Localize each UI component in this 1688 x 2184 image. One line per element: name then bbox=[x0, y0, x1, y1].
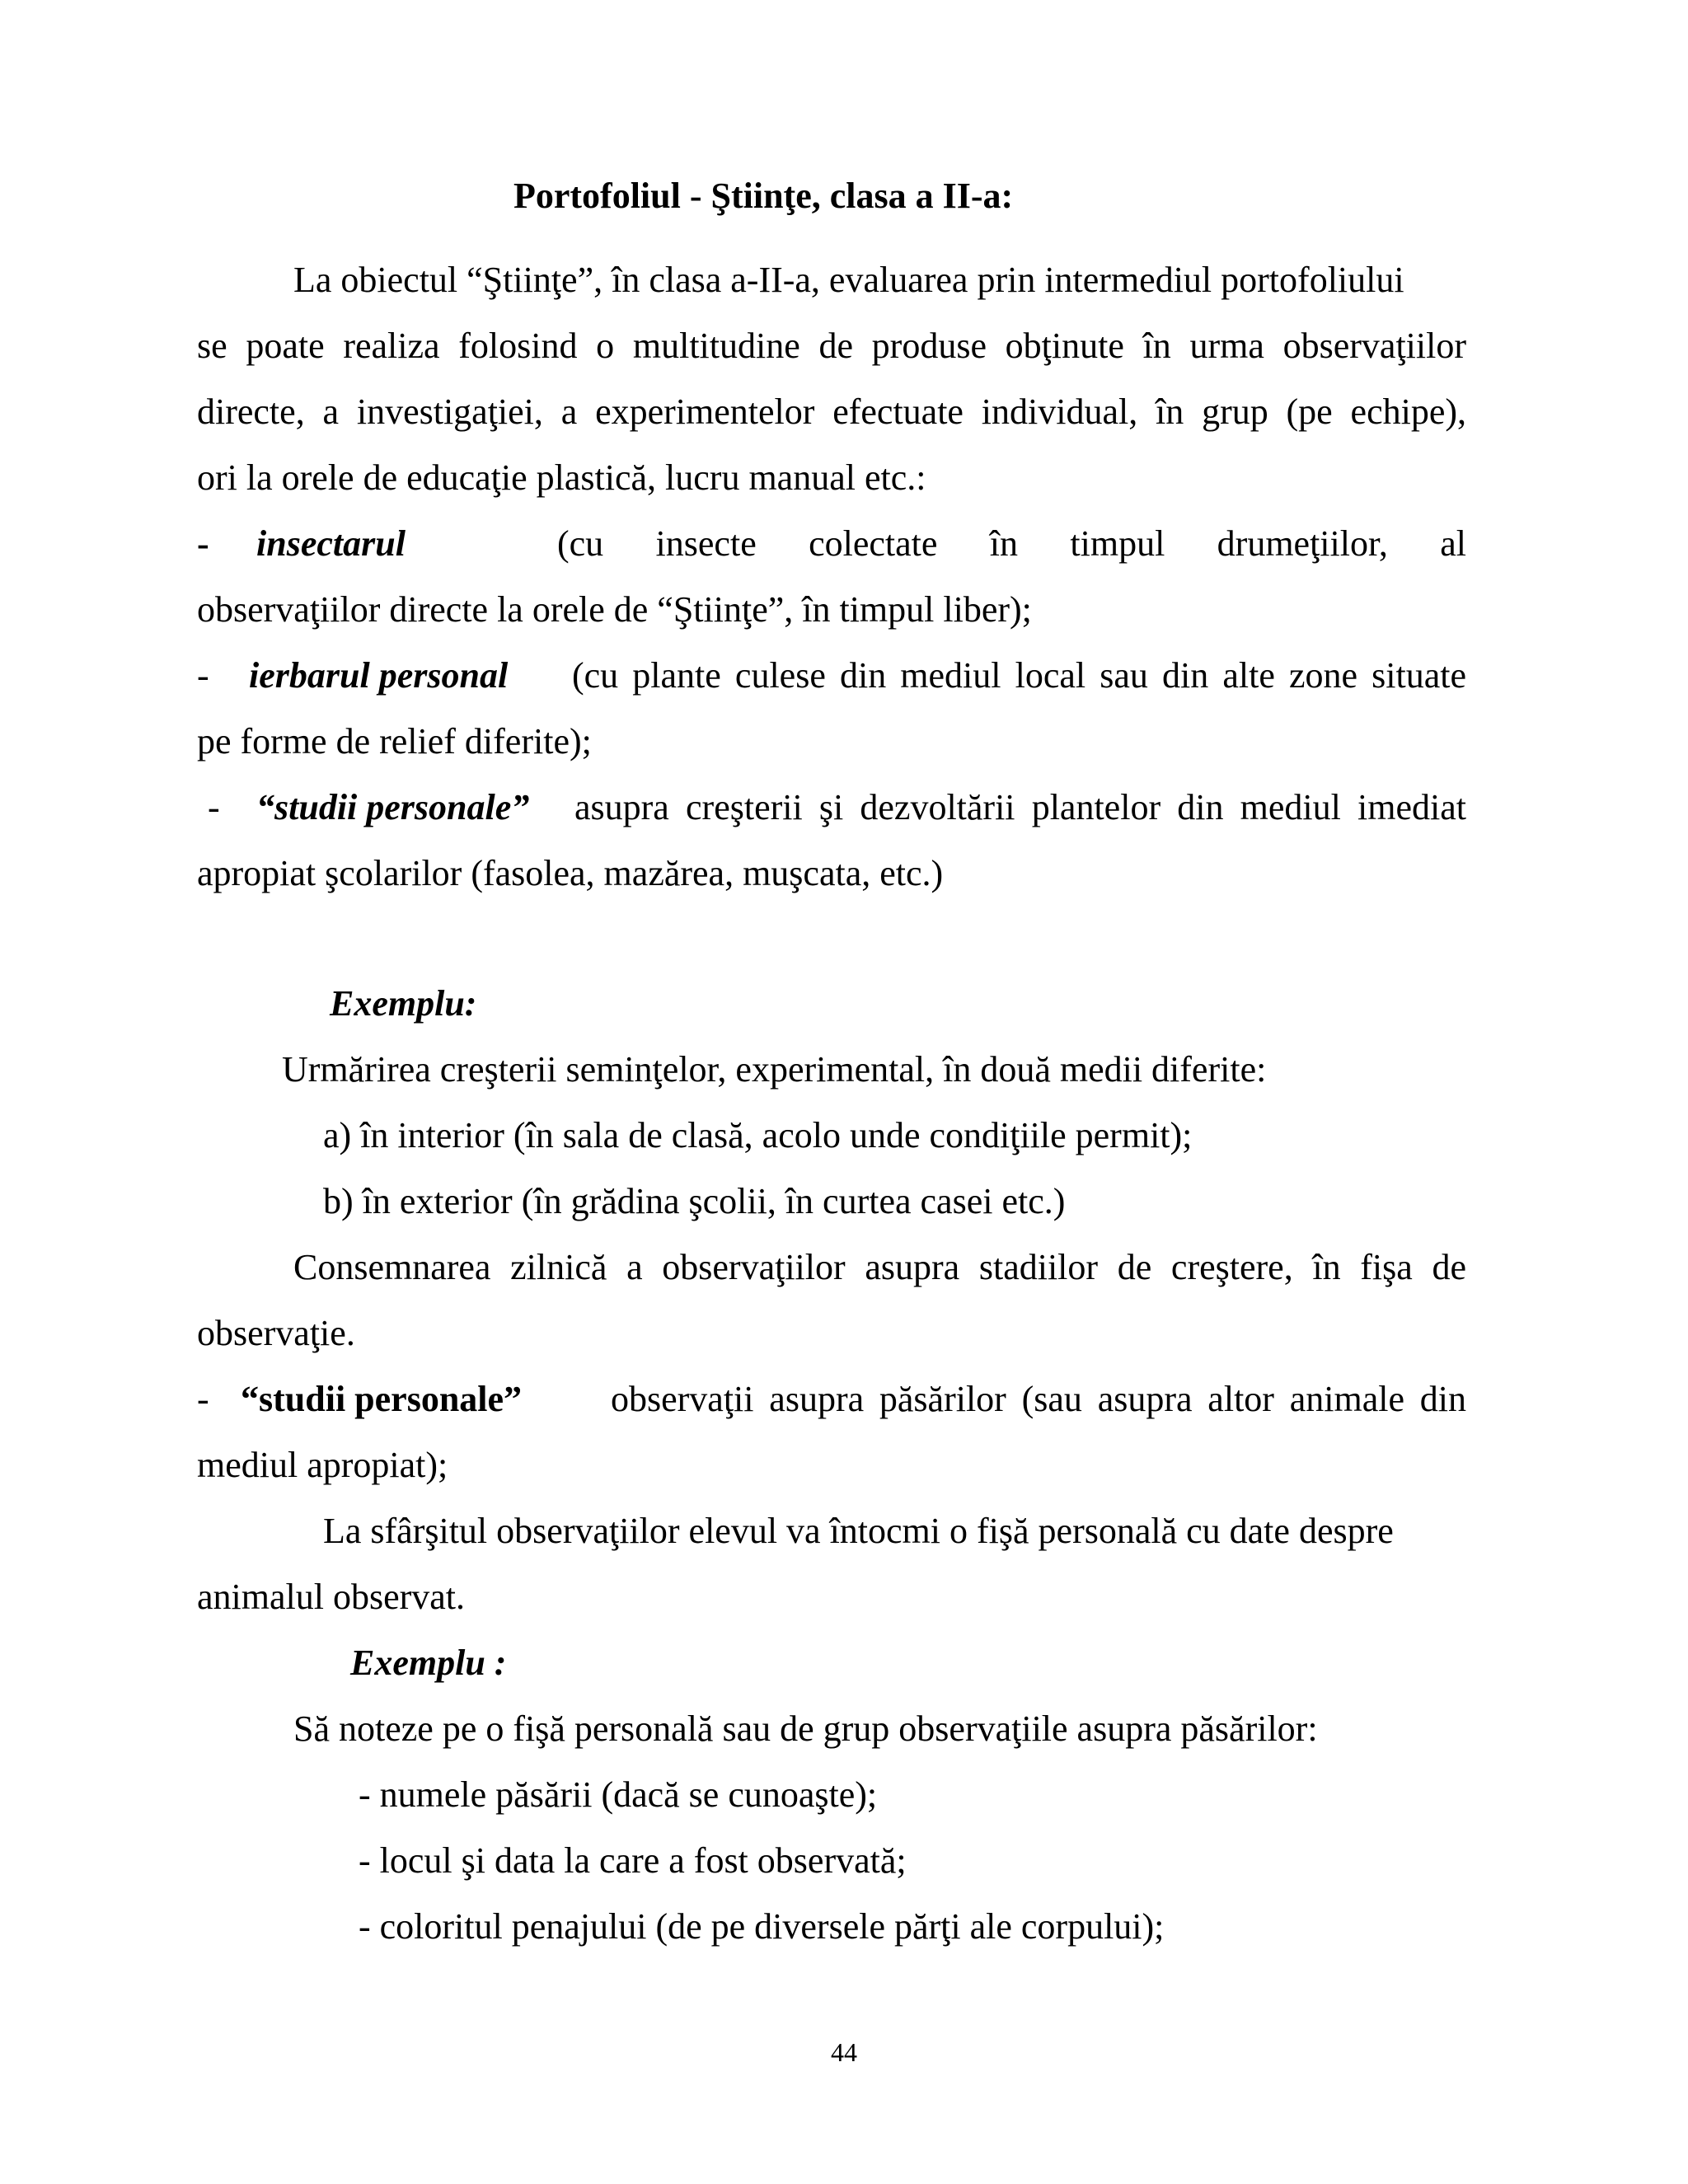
item-3-dash: - bbox=[208, 787, 220, 827]
example-2-heading: Exemplu : bbox=[350, 1643, 507, 1683]
item-2-description-cont: pe forme de relief diferite); bbox=[197, 721, 592, 762]
intro-line-3: directe, a investigaţiei, a experimentelor efectuate individual, în grup (pe echipe), bbox=[197, 391, 1466, 432]
item-4-description-cont: mediul apropiat); bbox=[197, 1445, 448, 1485]
intro-line-4: ori la orele de educaţie plastică, lucru manual etc.: bbox=[197, 457, 926, 498]
example-1-item-a: a) în interior (în sala de clasă, acolo unde condiţiile permit); bbox=[323, 1115, 1193, 1155]
item-3-term: “studii personale” bbox=[256, 787, 530, 827]
item-1-description-cont: observaţiilor directe la orele de “Ştiinţe”, în timpul liber); bbox=[197, 589, 1032, 630]
item-4-dash: - bbox=[197, 1379, 209, 1419]
item-3-description-cont: apropiat şcolarilor (fasolea, mazărea, muşcata, etc.) bbox=[197, 853, 944, 893]
item-2-dash: - bbox=[197, 655, 209, 696]
conclusion-line-1: La sfârşitul observaţiilor elevul va întocmi o fişă personală cu date despre bbox=[323, 1511, 1394, 1551]
intro-line-2: se poate realiza folosind o multitudine de produse obţinute în urma observaţiilor bbox=[197, 326, 1466, 366]
item-1-description: (cu insecte colectate în timpul drumeţiilor, al bbox=[557, 523, 1466, 564]
intro-line-1: La obiectul “Ştiinţe”, în clasa a-II-a, evaluarea prin intermediul portofoliului bbox=[293, 260, 1404, 300]
item-1-term: insectarul bbox=[256, 523, 406, 564]
item-1-dash: - bbox=[197, 523, 209, 564]
list-item: - coloritul penajului (de pe diversele părţi ale corpului); bbox=[359, 1906, 1165, 1947]
list-item: - numele păsării (dacă se cunoaşte); bbox=[359, 1774, 878, 1815]
item-2-term: ierbarul personal bbox=[249, 655, 509, 696]
example-1-heading: Exemplu: bbox=[330, 983, 477, 1024]
example-1-item-b: b) în exterior (în grădina şcolii, în curtea casei etc.) bbox=[323, 1181, 1066, 1221]
example-1-note-line-2: observaţie. bbox=[197, 1313, 355, 1353]
list-item: - locul şi data la care a fost observată; bbox=[359, 1840, 907, 1881]
page-title: Portofoliul - Ştiinţe, clasa a II-a: bbox=[513, 176, 1014, 216]
item-3-description: asupra creşterii şi dezvoltării plantelor din mediul imediat bbox=[574, 787, 1466, 827]
example-1-intro: Urmărirea creşterii seminţelor, experimental, în două medii diferite: bbox=[282, 1049, 1267, 1090]
example-1-note-line-1: Consemnarea zilnică a observaţiilor asupra stadiilor de creştere, în fişa de bbox=[293, 1247, 1466, 1287]
example-2-intro: Să noteze pe o fişă personală sau de grup observaţiile asupra păsărilor: bbox=[293, 1708, 1318, 1749]
item-4-term: “studii personale” bbox=[241, 1379, 523, 1419]
page-number: 44 bbox=[831, 2037, 857, 2067]
conclusion-line-2: animalul observat. bbox=[197, 1577, 466, 1617]
item-2-description: (cu plante culese din mediul local sau din alte zone situate bbox=[572, 655, 1466, 696]
item-4-description: observaţii asupra păsărilor (sau asupra altor animale din bbox=[611, 1379, 1466, 1419]
